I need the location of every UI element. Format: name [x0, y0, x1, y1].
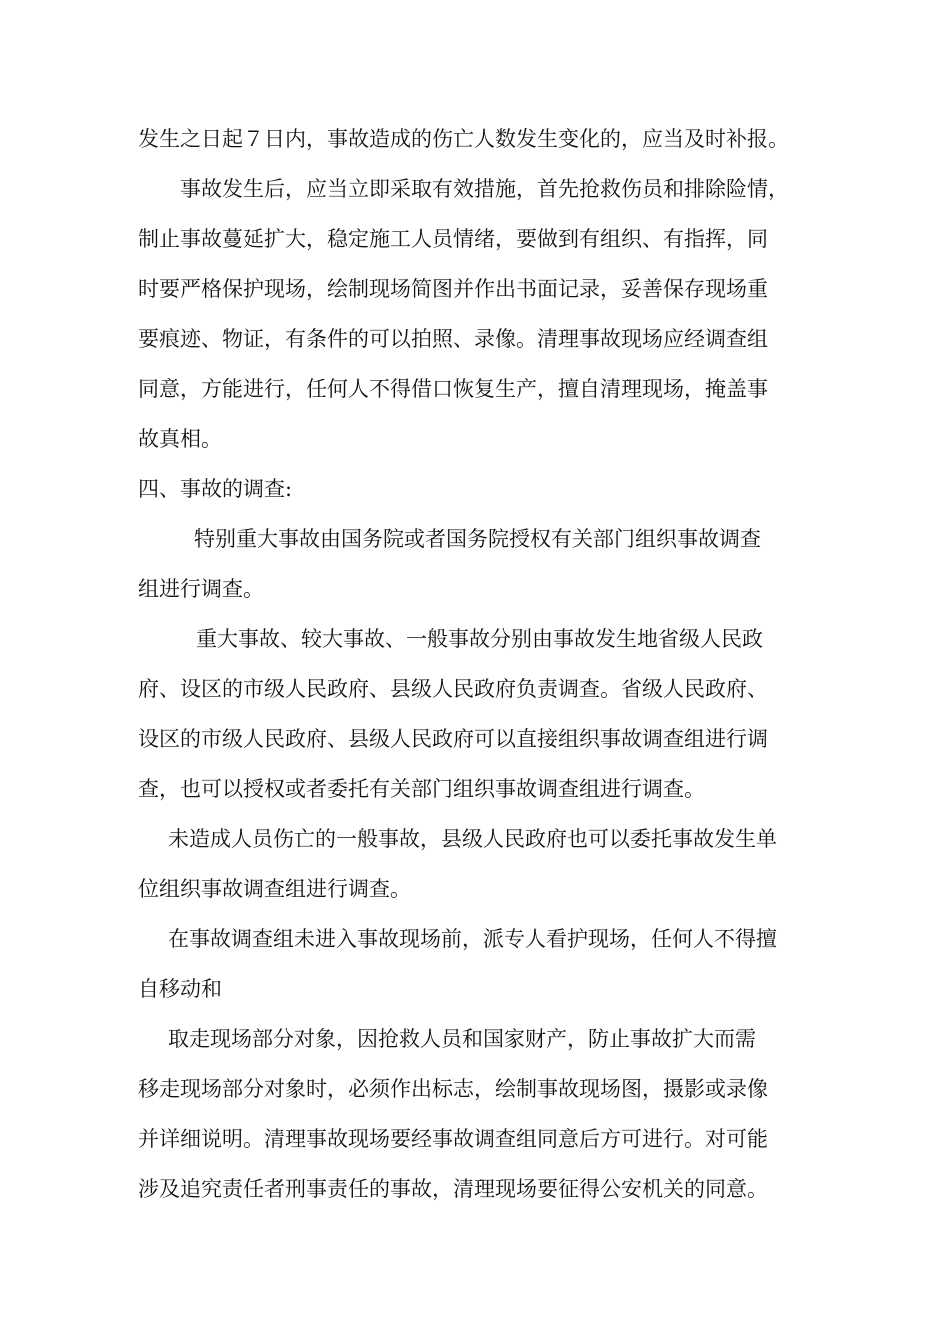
text-line: 府、设区的市级人民政府、县级人民政府负责调查。省级人民政府、	[138, 677, 768, 701]
text-line: 发生之日起７日内，事故造成的伤亡人数发生变化的，应当及时补报。	[138, 127, 789, 151]
text-line: 自移动和	[138, 977, 222, 1001]
text-line: 要痕迹、物证，有条件的可以拍照、录像。清理事故现场应经调查组	[138, 327, 768, 351]
text-line: 制止事故蔓延扩大，稳定施工人员情绪，要做到有组织、有指挥，同	[138, 227, 768, 251]
paragraph-first-line: 在事故调查组未进入事故现场前，派专人看护现场，任何人不得擅	[168, 927, 777, 951]
paragraph-first-line: 事故发生后，应当立即采取有效措施，首先抢救伤员和排除险情，	[180, 177, 789, 201]
text-line: 时要严格保护现场，绘制现场简图并作出书面记录，妥善保存现场重	[138, 277, 768, 301]
paragraph-first-line: 取走现场部分对象，因抢救人员和国家财产，防止事故扩大而需	[168, 1027, 756, 1051]
text-line: 设区的市级人民政府、县级人民政府可以直接组织事故调查组进行调	[138, 727, 768, 751]
text-line: 组进行调查。	[138, 577, 264, 601]
paragraph-first-line: 特别重大事故由国务院或者国务院授权有关部门组织事故调查	[194, 527, 761, 551]
text-line: 移走现场部分对象时，必须作出标志，绘制事故现场图，摄影或录像	[138, 1077, 768, 1101]
paragraph-first-line: 未造成人员伤亡的一般事故，县级人民政府也可以委托事故发生单	[168, 827, 777, 851]
text-line: 查，也可以授权或者委托有关部门组织事故调查组进行调查。	[138, 777, 705, 801]
text-line: 位组织事故调查组进行调查。	[138, 877, 411, 901]
text-line: 并详细说明。清理事故现场要经事故调查组同意后方可进行。对可能	[138, 1127, 768, 1151]
paragraph-first-line: 重大事故、较大事故、一般事故分别由事故发生地省级人民政	[196, 627, 763, 651]
text-line: 同意，方能进行，任何人不得借口恢复生产，擅自清理现场，掩盖事	[138, 377, 768, 401]
text-line: 故真相。	[138, 427, 222, 451]
text-line: 涉及追究责任者刑事责任的事故，清理现场要征得公安机关的同意。	[138, 1177, 768, 1201]
section-heading: 四、事故的调查:	[138, 477, 293, 501]
